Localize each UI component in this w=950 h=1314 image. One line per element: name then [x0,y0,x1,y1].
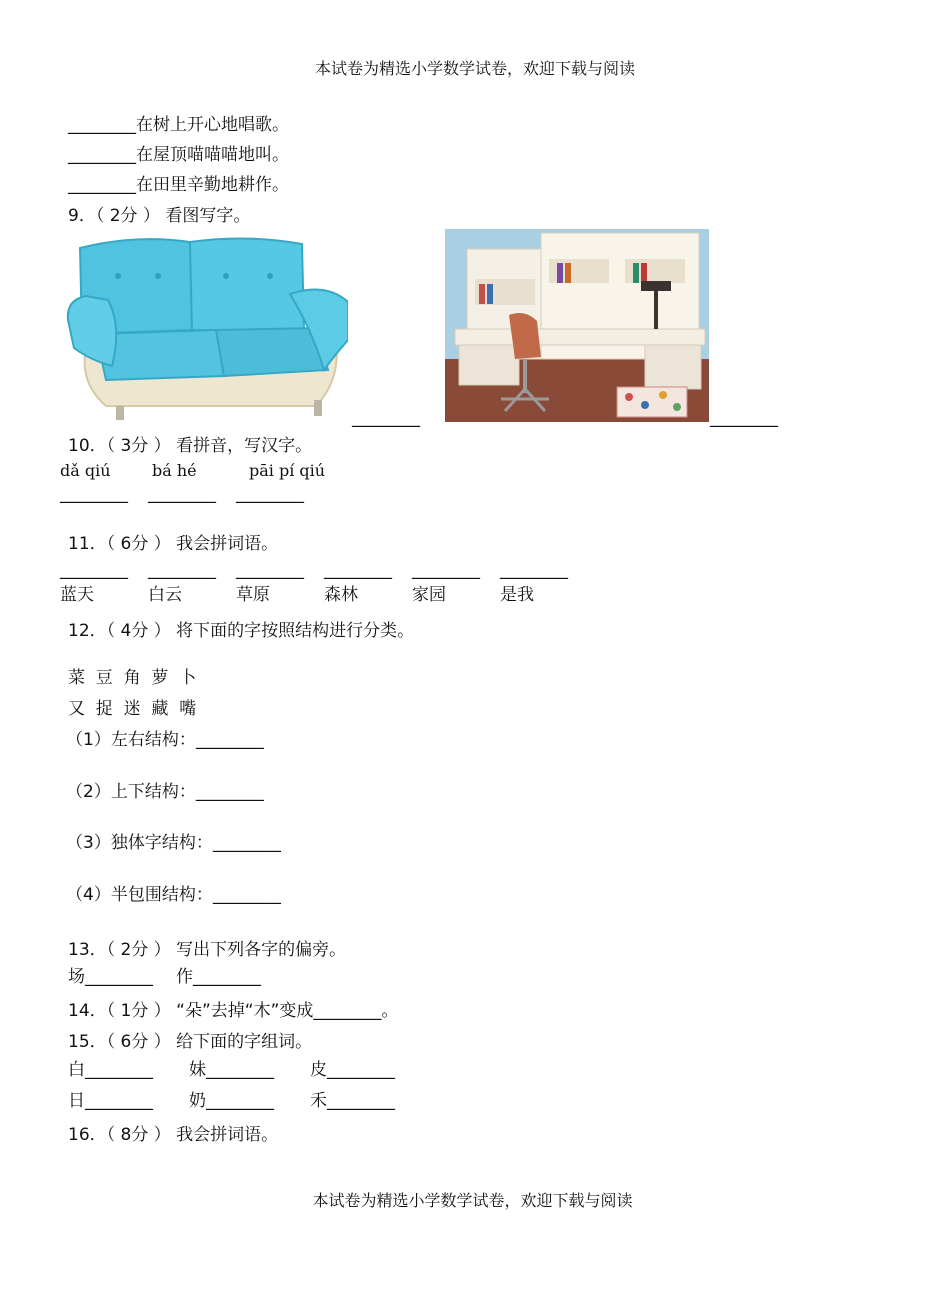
pinyin-1: dǎ qiú [60,461,111,480]
blank: ________ [212,833,281,853]
q15-title: 15．（ 6分 ） 给下面的字组词。 [68,1032,313,1052]
q10-title: 10．（ 3分 ） 看拼音，写汉字。 [68,436,313,456]
q12-item-1: （1）左右结构：________ [66,730,264,750]
blank: ________ [68,175,136,195]
q10-blank-3: ________ [236,484,304,504]
q15-r2-item-3: 禾________ [310,1091,395,1111]
desk-room-image [445,229,709,422]
q10-blank-2: ________ [148,484,216,504]
q13-item-2: 作________ [176,967,261,987]
q12-chars-row-2: 又 捉 迷 藏 嘴 [68,699,197,719]
q13-title: 13．（ 2分 ） 写出下列各字的偏旁。 [68,940,347,960]
q11-blank-3: ________ [236,560,304,580]
q11-word-4: 森林 [324,585,358,605]
q11-blank-6: ________ [500,560,568,580]
q15-r1-item-3: 皮________ [310,1060,395,1080]
blank: ________ [68,145,136,165]
q8-line-1: ________在树上开心地唱歌。 [68,115,289,135]
q9-blank-1: ________ [352,408,420,428]
q9-title: 9．（ 2分 ） 看图写字。 [68,206,251,226]
q12-title: 12．（ 4分 ） 将下面的字按照结构进行分类。 [68,621,415,641]
pinyin-2: bá hé [152,461,197,480]
q11-blank-2: ________ [148,560,216,580]
q11-word-3: 草原 [236,585,270,605]
q8-line-3: ________在田里辛勤地耕作。 [68,175,289,195]
q14-line: 14．（ 1分 ） “朵”去掉“木”变成________。 [68,1001,399,1021]
q12-item-2: （2）上下结构：________ [66,782,264,802]
page-footer: 本试卷为精选小学数学试卷，欢迎下载与阅读 [312,1191,633,1210]
q11-title: 11．（ 6分 ） 我会拼词语。 [68,534,279,554]
q9-blank-2: ________ [710,408,778,428]
q15-r2-item-2: 奶________ [189,1091,274,1111]
q11-blank-4: ________ [324,560,392,580]
blank: ________ [212,885,281,905]
page-header: 本试卷为精选小学数学试卷，欢迎下载与阅读 [314,59,635,78]
blank: ________ [85,1091,153,1111]
blank: ________ [68,115,136,135]
q11-word-5: 家园 [412,585,446,605]
q11-blank-5: ________ [412,560,480,580]
q12-item-3: （3）独体字结构：________ [66,833,281,853]
blank: ________ [206,1091,274,1111]
blank: ________ [85,967,153,987]
q8-line-2: ________在屋顶喵喵喵地叫。 [68,145,289,165]
blank: ________ [195,782,264,802]
blank: ________ [195,730,264,750]
sofa-image [66,230,348,426]
q10-blank-1: ________ [60,484,128,504]
q12-chars-row-1: 菜 豆 角 萝 卜 [68,668,197,688]
q15-r2-item-1: 日________ [68,1091,153,1111]
pinyin-3: pāi pí qiú [249,461,326,480]
blank: ________ [85,1060,153,1080]
blank: ________ [193,967,261,987]
blank: ________ [327,1060,395,1080]
q11-blank-1: ________ [60,560,128,580]
q11-word-2: 白云 [148,585,182,605]
blank: ________ [206,1060,274,1080]
q15-r1-item-2: 妹________ [189,1060,274,1080]
q15-r1-item-1: 白________ [68,1060,153,1080]
q12-item-4: （4）半包围结构：________ [66,885,281,905]
q11-word-6: 是我 [500,585,534,605]
q16-title: 16．（ 8分 ） 我会拼词语。 [68,1125,279,1145]
q13-item-1: 场________ [68,967,153,987]
q11-word-1: 蓝天 [60,585,94,605]
blank: ________ [313,1001,382,1021]
blank: ________ [327,1091,395,1111]
